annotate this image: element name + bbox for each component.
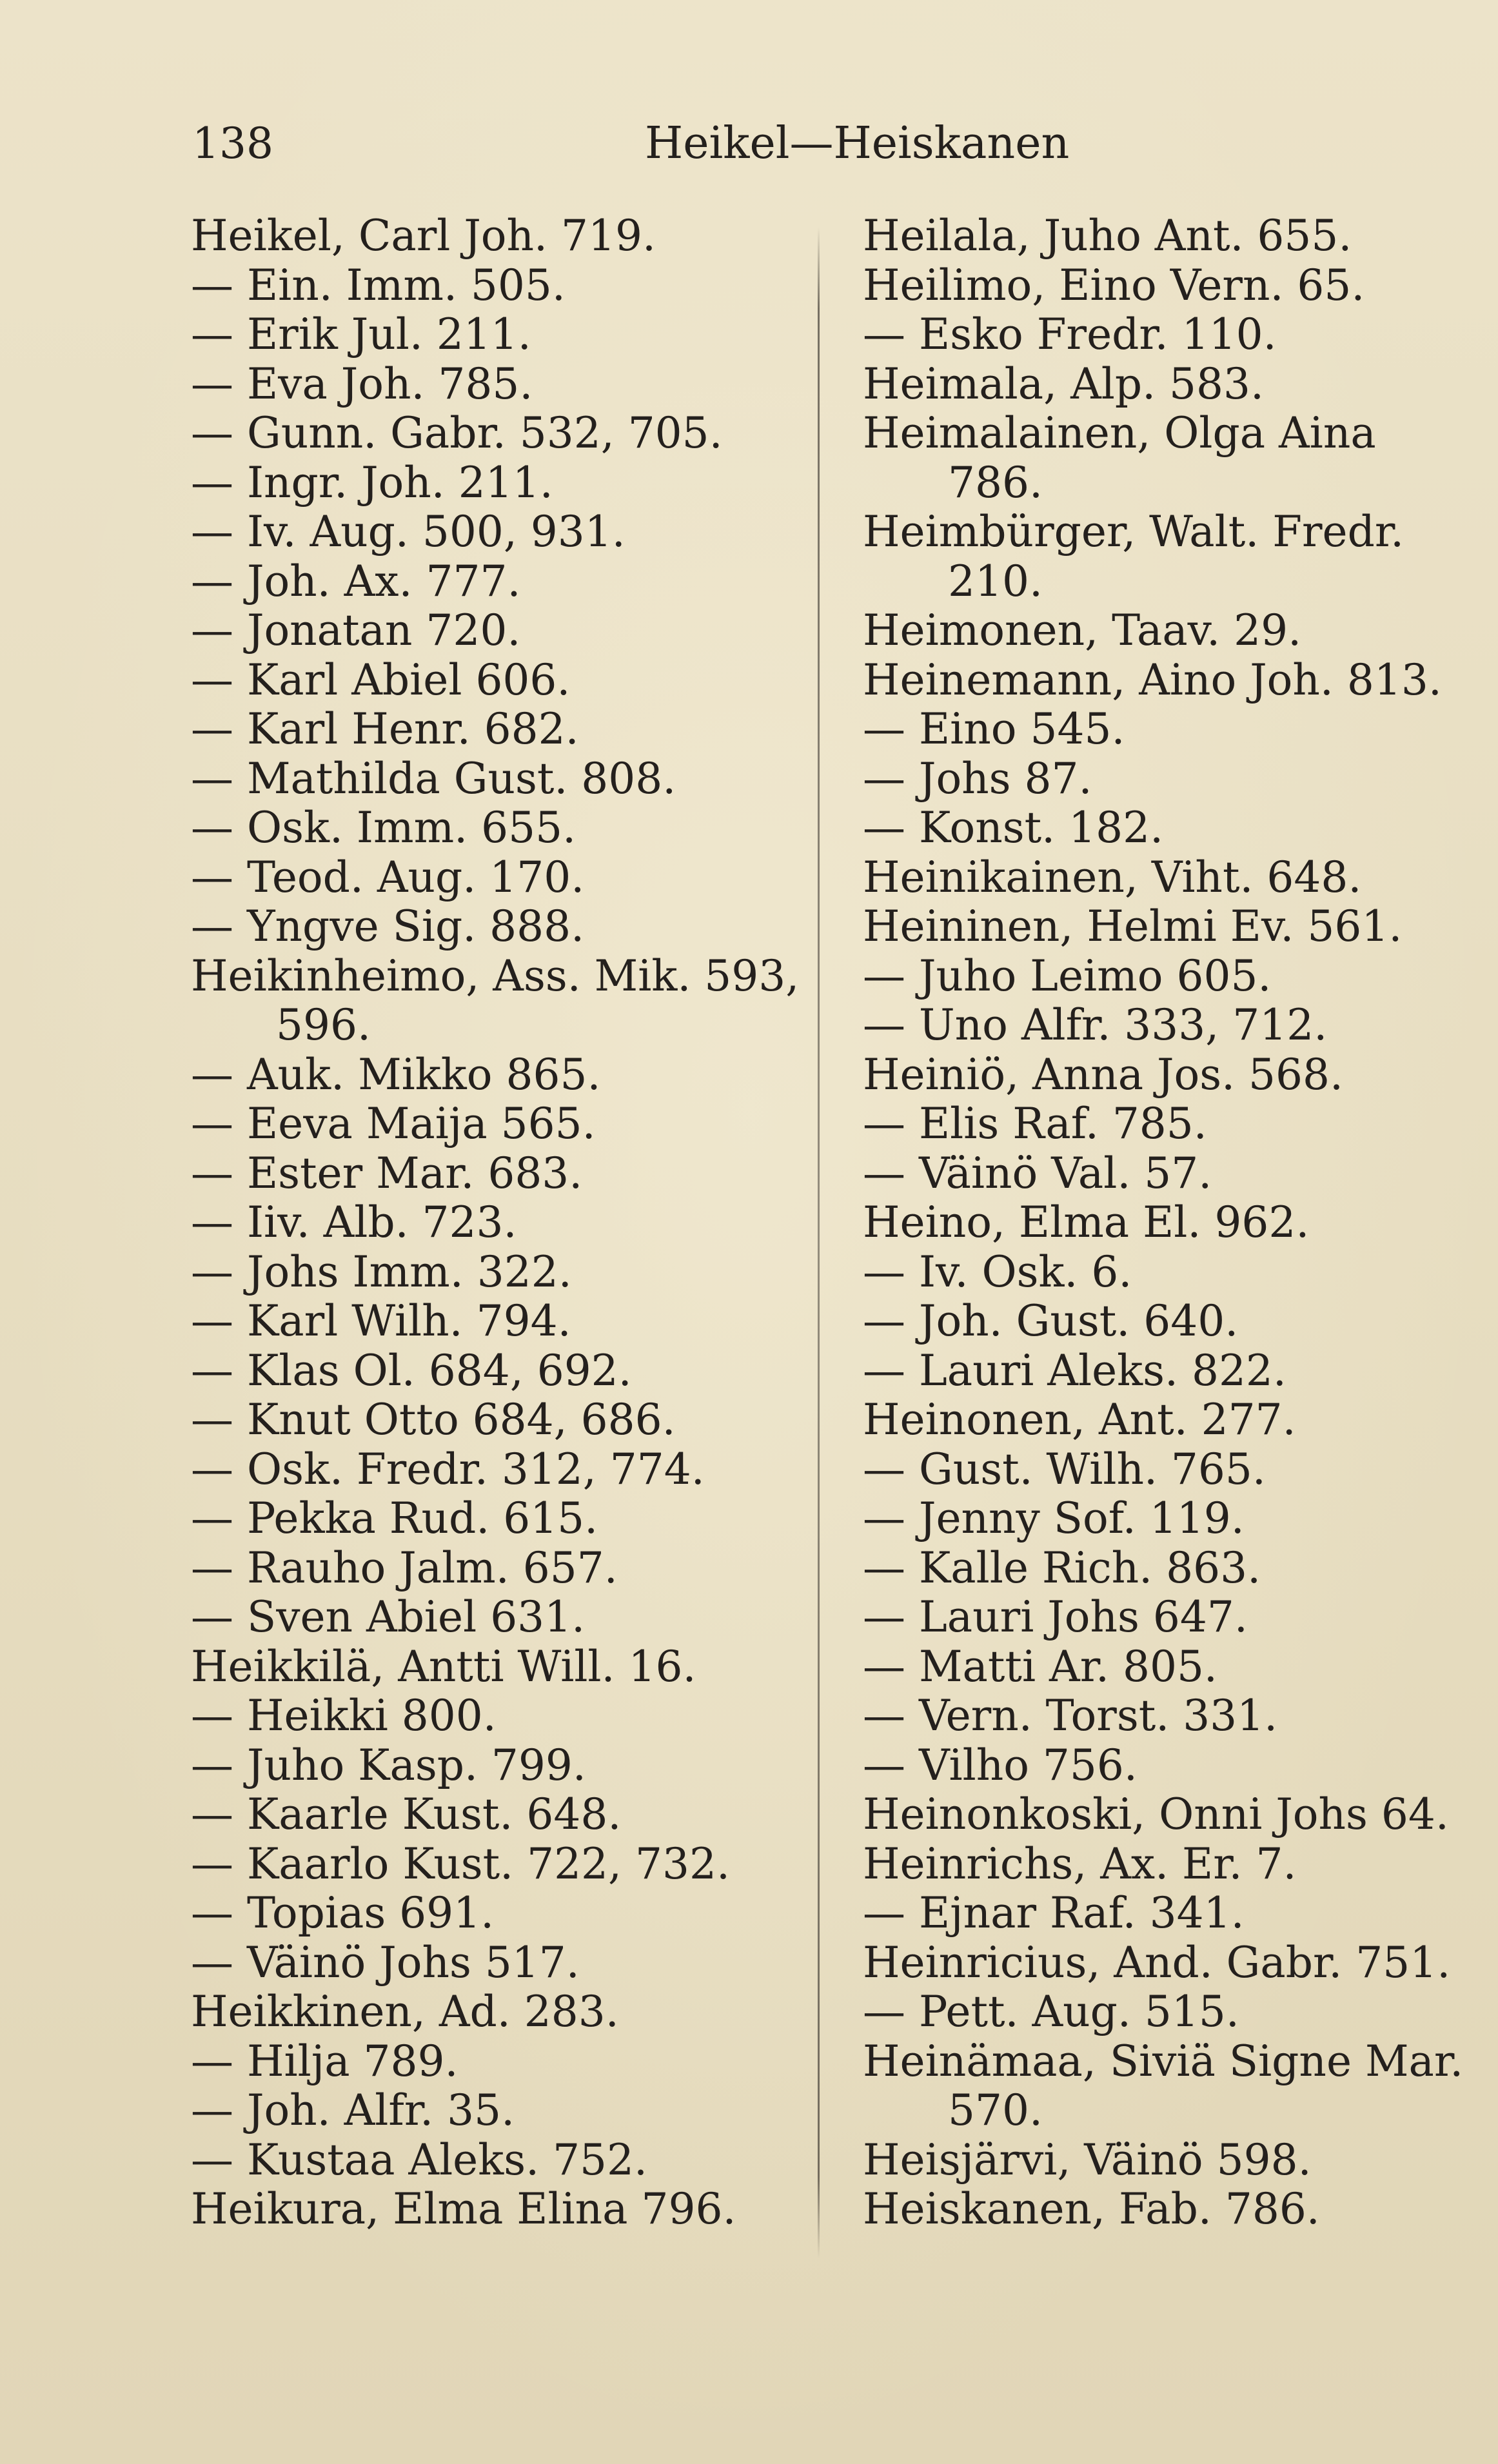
index-entry: Heikkilä, Antti Will. 16. (191, 1641, 696, 1691)
index-entry: Heimalainen, Olga Aina (863, 408, 1376, 458)
index-entry: — Heikki 800. (191, 1691, 497, 1740)
index-entry: Heinrichs, Ax. Er. 7. (863, 1838, 1297, 1889)
index-entry: — Topias 691. (191, 1888, 495, 1938)
index-entry: — Kalle Rich. 863. (863, 1542, 1261, 1593)
index-entry: — Eeva Maija 565. (191, 1099, 596, 1148)
index-entry: — Kaarle Kust. 648. (191, 1789, 622, 1839)
index-entry: — Osk. Fredr. 312, 774. (191, 1444, 705, 1494)
index-entry: 570. (948, 2085, 1043, 2135)
index-entry: — Joh. Gust. 640. (863, 1296, 1239, 1346)
index-entry: — Mathilda Gust. 808. (191, 753, 676, 803)
index-entry: — Matti Ar. 805. (863, 1641, 1217, 1691)
index-entry: Heimbürger, Walt. Fredr. (863, 507, 1404, 557)
index-entry: — Vern. Torst. 331. (863, 1691, 1278, 1740)
index-entry: Heikel, Carl Joh. 719. (191, 211, 656, 261)
index-entry: — Lauri Aleks. 822. (863, 1345, 1286, 1395)
index-entry: — Erik Jul. 211. (191, 310, 531, 359)
index-entry: — Elis Raf. 785. (863, 1099, 1207, 1148)
index-entry: Heikinheimo, Ass. Mik. 593, (191, 951, 800, 1001)
index-entry: — Joh. Ax. 777. (191, 556, 521, 606)
index-entry: Heinonen, Ant. 277. (863, 1395, 1296, 1444)
index-entry: — Teod. Aug. 170. (191, 852, 585, 902)
index-entry: — Uno Alfr. 333, 712. (863, 1000, 1328, 1050)
index-entry: — Väinö Johs 517. (191, 1937, 580, 1987)
index-entry: — Jonatan 720. (191, 606, 521, 655)
index-entry: — Knut Otto 684, 686. (191, 1395, 676, 1444)
index-entry: — Juho Kasp. 799. (191, 1740, 586, 1790)
index-entry: — Osk. Imm. 655. (191, 803, 577, 853)
index-entry: Heilala, Juho Ant. 655. (863, 211, 1352, 261)
index-entry: — Karl Henr. 682. (191, 704, 579, 754)
index-entry: — Esko Fredr. 110. (863, 310, 1277, 359)
column-divider (818, 227, 820, 2258)
index-entry: — Iiv. Alb. 723. (191, 1198, 517, 1247)
index-entry: — Yngve Sig. 888. (191, 902, 585, 951)
index-entry: — Iv. Aug. 500, 931. (191, 507, 626, 557)
index-entry: — Ingr. Joh. 211. (191, 457, 553, 508)
index-entry: Heikkinen, Ad. 283. (191, 1987, 619, 2036)
index-entry: — Sven Abiel 631. (191, 1592, 586, 1642)
running-head: Heikel—Heiskanen (645, 118, 1070, 169)
index-entry: 210. (948, 556, 1043, 606)
index-entry: — Joh. Alfr. 35. (191, 2085, 515, 2135)
index-entry: — Konst. 182. (863, 803, 1164, 853)
index-entry: Heiniö, Anna Jos. 568. (863, 1049, 1344, 1099)
right-column (863, 212, 1463, 2234)
index-entry: — Kustaa Aleks. 752. (191, 2134, 648, 2185)
index-entry: Heimala, Alp. 583. (863, 359, 1265, 409)
left-column (191, 212, 810, 2234)
index-entry: Heinonkoski, Onni Johs 64. (863, 1789, 1449, 1839)
index-entry: Heinämaa, Siviä Signe Mar. (863, 2036, 1464, 2086)
index-entry: Heinricius, And. Gabr. 751. (863, 1937, 1451, 1987)
index-entry: 786. (948, 457, 1043, 508)
index-entry: — Gunn. Gabr. 532, 705. (191, 408, 723, 458)
index-entry: Heinikainen, Viht. 648. (863, 852, 1362, 902)
index-entry: — Johs 87. (863, 753, 1092, 803)
page-number: 138 (192, 119, 273, 168)
index-entry: — Rauho Jalm. 657. (191, 1542, 618, 1593)
index-entry: — Jenny Sof. 119. (863, 1493, 1245, 1543)
index-entry: Heimonen, Taav. 29. (863, 606, 1302, 655)
index-entry: Heilimo, Eino Vern. 65. (863, 260, 1365, 310)
index-entry: — Ein. Imm. 505. (191, 260, 566, 310)
index-entry: — Karl Abiel 606. (191, 655, 571, 705)
index-entry: — Auk. Mikko 865. (191, 1049, 601, 1099)
index-entry: — Iv. Osk. 6. (863, 1247, 1132, 1297)
index-entry: — Eva Joh. 785. (191, 359, 533, 409)
index-entry: Heino, Elma El. 962. (863, 1198, 1310, 1247)
index-entry: Heiskanen, Fab. 786. (863, 2184, 1320, 2234)
page-header (0, 115, 1498, 186)
index-entry: Heinemann, Aino Joh. 813. (863, 655, 1442, 705)
index-entry: Heisjärvi, Väinö 598. (863, 2134, 1312, 2185)
index-entry: — Pett. Aug. 515. (863, 1987, 1239, 2036)
index-entry: — Ejnar Raf. 341. (863, 1888, 1245, 1938)
index-entry: — Klas Ol. 684, 692. (191, 1345, 632, 1395)
index-entry: — Karl Wilh. 794. (191, 1296, 571, 1346)
index-entry: — Kaarlo Kust. 722, 732. (191, 1838, 730, 1889)
index-entry: — Eino 545. (863, 704, 1125, 754)
index-entry: — Pekka Rud. 615. (191, 1493, 598, 1543)
index-entry: Heikura, Elma Elina 796. (191, 2184, 736, 2234)
index-entry: — Johs Imm. 322. (191, 1247, 572, 1297)
index-entry: — Vilho 756. (863, 1740, 1138, 1790)
index-entry: — Juho Leimo 605. (863, 951, 1272, 1001)
index-entry: — Gust. Wilh. 765. (863, 1444, 1266, 1494)
index-entry: Heininen, Helmi Ev. 561. (863, 902, 1403, 951)
index-entry: — Ester Mar. 683. (191, 1148, 583, 1198)
index-entry: — Lauri Johs 647. (863, 1592, 1248, 1642)
index-entry: — Hilja 789. (191, 2036, 458, 2086)
index-entry: 596. (276, 1000, 371, 1050)
index-entry: — Väinö Val. 57. (863, 1148, 1212, 1198)
